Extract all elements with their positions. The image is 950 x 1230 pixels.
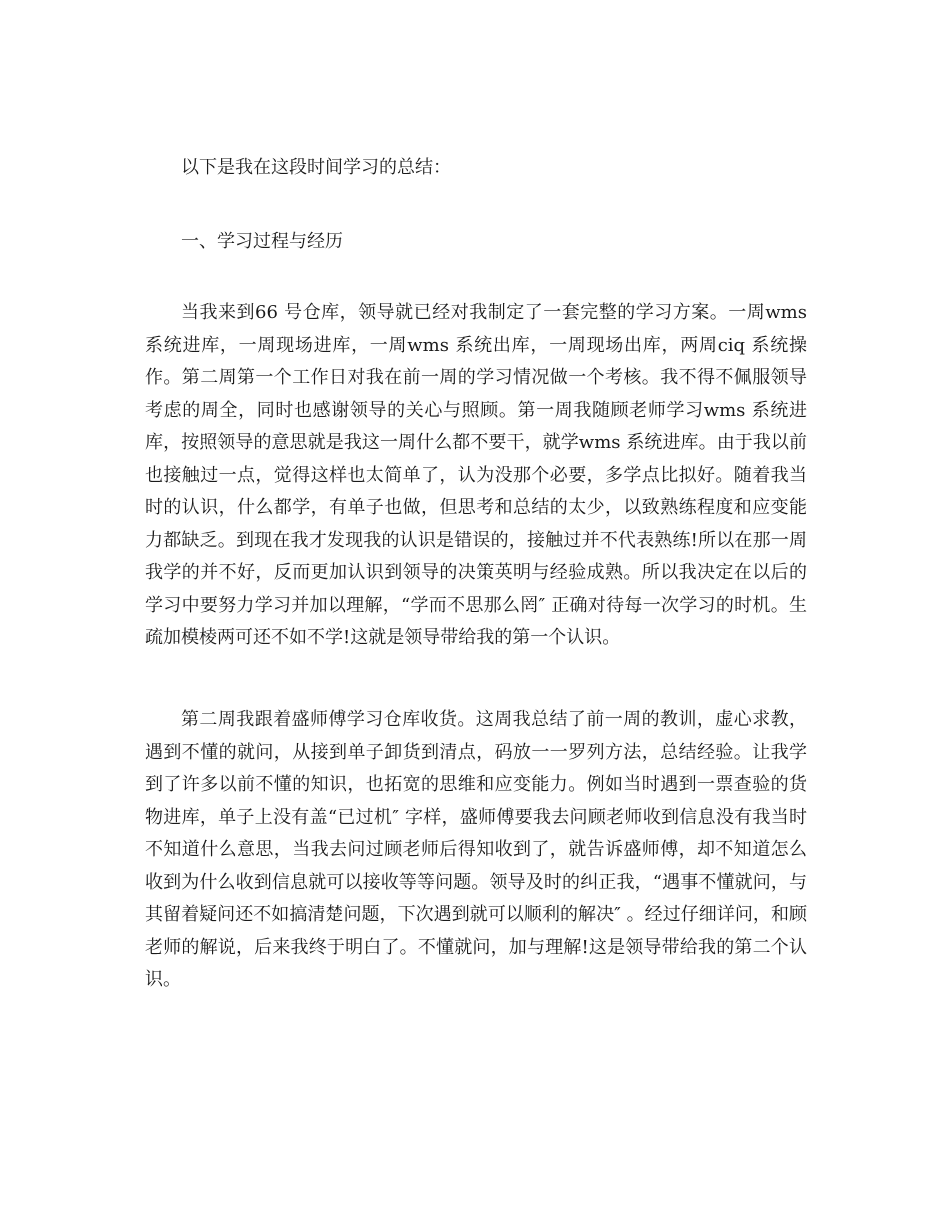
intro-line: 以下是我在这段时间学习的总结： — [181, 157, 451, 178]
paragraph-2: 第二周我跟着盛师傅学习仓库收货。这周我总结了前一周的教训，虚心求教，遇到不懂的就问，从接到单子卸货到清点，码放一一罗列方法，总结经验。让我学到了许多以前不懂的知识，也拓宽的思维和应变能力。例如当时遇到一票查验的货物进库，单子上没有盖“已过机″ 字样，盛师傅要我去问顾老师收到信息没有我当时不知道什么意思，当我去问过顾老师后得知收到了，就告诉盛师傅，却不知道怎么收到为什么收到信息就可以接收等等问题。领导及时的纠正我，“遇事不懂就问，与其留着疑问还不如搞清楚问题，下次遇到就可以顺利的解决″ 。经过仔细详问，和顾老师的解说，后来我终于明白了。不懂就问，加与理解!这是领导带给我的第二个认识。 — [145, 709, 807, 990]
section-heading: 一、学习过程与经历 — [181, 231, 343, 252]
paragraph-1: 当我来到66 号仓库，领导就已经对我制定了一套完整的学习方案。一周wms系统进库，一周现场进库，一周wms 系统出库，一周现场出库，两周ciq 系统操作。第二周第一个工作日对我在前一周的学习情况做一个考核。我不得不佩服领导考虑的周全，同时也感谢领导的关心与照顾。第一周我随顾老师学习wms 系统进库，按照领导的意思就是我这一周什么都不要干，就学wms 系统进库。由于我以前也接触过一点，觉得这样也太简单了，认为没那个必要，多学点比拟好。随着我当时的认识，什么都学，有单子也做，但思考和总结的太少，以致熟练程度和应变能力都缺乏。到现在我才发现我的认识是错误的，接触过并不代表熟练!所以在那一周我学的并不好，反而更加认识到领导的决策英明与经验成熟。所以我决定在以后的学习中要努力学习并加以理解，“学而不思那么罔″ 正确对待每一次学习的时机。生疏加模棱两可还不如不学!这就是领导带给我的第一个认识。 — [145, 302, 807, 648]
